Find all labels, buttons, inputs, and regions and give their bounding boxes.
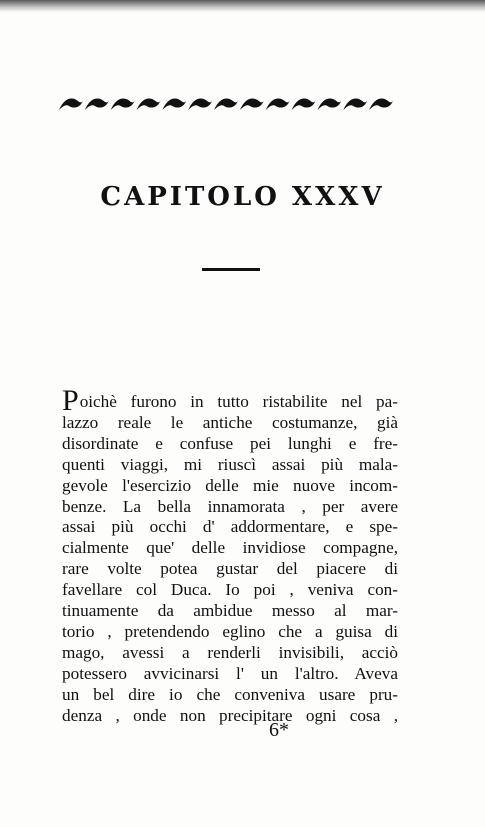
text-line-6: benze. La bella innamorata , per avere (62, 496, 398, 516)
chapter-title: CAPITOLO XXXV (100, 182, 385, 212)
text-line-1-rest: oichè furono in tutto ristabilite nel pa- (79, 392, 398, 411)
page-top-edge (0, 0, 485, 12)
text-line-10: favellare col Duca. Io poi , veniva con- (62, 580, 398, 600)
text-line-5: gevole l'esercizio delle mie nuove incom- (62, 475, 398, 495)
text-line-7: assai più occhi d' addormentare, e spe- (62, 517, 398, 537)
wave-ornament-glyph (137, 98, 161, 110)
text-line-13: mago, avessi a renderli invisibili, acciò (62, 642, 398, 662)
wave-ornament-glyph (240, 98, 264, 110)
wave-ornament-glyph (317, 98, 341, 110)
text-line-11: tinuamente da ambidue messo al mar- (62, 601, 398, 621)
wave-ornament-glyph (162, 98, 186, 110)
signature-mark: 6* (269, 719, 289, 741)
text-line-4: quenti viaggi, mi riuscì assai più mala- (62, 454, 398, 474)
wave-ornament-glyph (188, 98, 212, 110)
wave-ornament-glyph (59, 98, 83, 110)
wave-ornament-glyph (266, 98, 290, 110)
wave-ornament-glyph (85, 98, 109, 110)
text-line-8: cialmente que' delle invidiose compagne, (62, 538, 398, 558)
wave-ornament-glyph (343, 98, 367, 110)
wave-ornament-glyph (111, 98, 135, 110)
text-line-14: potessero avvicinarsi l' un l'altro. Aveva (62, 663, 398, 683)
title-rule (202, 268, 260, 271)
text-line-12: torio , pretendendo eglino che a guisa di (62, 621, 398, 641)
wave-ornament-glyph (292, 98, 316, 110)
body-paragraph (62, 384, 398, 727)
wave-ornament-glyph (214, 98, 238, 110)
text-line-3: disordinate e confuse pei lunghi e fre- (62, 433, 398, 453)
drop-cap: P (62, 384, 79, 417)
text-line-1 (62, 384, 398, 417)
text-line-16: denza , onde non precipitare ogni cosa , (62, 705, 398, 725)
text-line-15: un bel dire io che conveniva usare pru- (62, 684, 398, 704)
text-line-9: rare volte potea gustar del piacere di (62, 559, 398, 579)
wave-ornament-icon (58, 92, 394, 118)
text-line-2: lazzo reale le antiche costumanze, già (62, 412, 398, 432)
wave-ornament-glyph (369, 98, 393, 110)
